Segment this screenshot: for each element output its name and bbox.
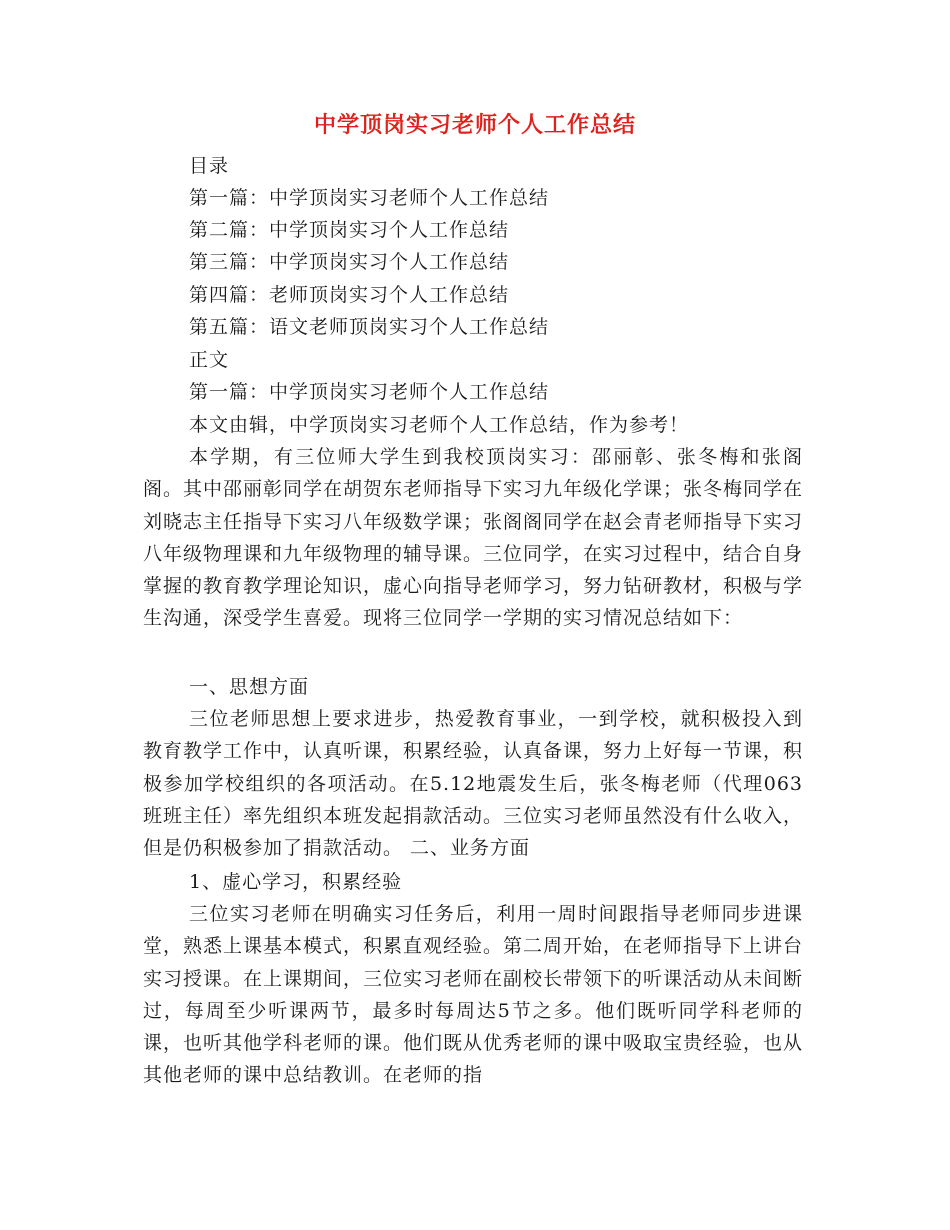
- toc-item-4: 第四篇：老师顶岗实习个人工作总结: [189, 284, 510, 306]
- paragraph-3: 三位实习老师在明确实习任务后，利用一周时间跟指导老师同步进课堂，熟悉上课基本模式，积累直观经验。第二周开始，在老师指导下上讲台实习授课。在上课期间，三位实习老师在副校长带领下的听课活动从未间断过，每周至少听课两节，最多时每周达5节之多。他们既听同学科老师的课，也听其他学科老师的课。他们既从优秀老师的课中吸取宝贵经验，也从其他老师的课中总结教训。在老师的指: [143, 903, 804, 1087]
- toc-item-5: 第五篇：语文老师顶岗实习个人工作总结: [189, 316, 550, 338]
- toc-item-1: 第一篇：中学顶岗实习老师个人工作总结: [189, 187, 550, 209]
- toc-heading: 目录: [189, 155, 230, 177]
- paragraph-2: 三位老师思想上要求进步，热爱教育事业，一到学校，就积极投入到教育教学工作中，认真听课，积累经验，认真备课，努力上好每一节课，积极参加学校组织的各项活动。在5.12地震发生后，张冬梅老师（代理063班班主任）率先组织本班发起捐款活动。三位实习老师虽然没有什么收入，但是仍积极参加了捐款活动。 二、业务方面: [143, 708, 804, 860]
- first-article-heading: 第一篇：中学顶岗实习老师个人工作总结: [189, 381, 550, 403]
- document-title: 中学顶岗实习老师个人工作总结: [313, 112, 636, 138]
- toc-item-2: 第二篇：中学顶岗实习个人工作总结: [189, 219, 510, 241]
- toc-item-3: 第三篇：中学顶岗实习个人工作总结: [189, 251, 510, 273]
- intro-line: 本文由辑，中学顶岗实习老师个人工作总结，作为参考！: [189, 414, 690, 436]
- paragraph-1: 本学期，有三位师大学生到我校顶岗实习：邵丽彰、张冬梅和张阁阁。其中邵丽彰同学在胡贺东老师指导下实习九年级化学课；张冬梅同学在刘晓志主任指导下实习八年级数学课；张阁阁同学在赵会青老师指导下实习八年级物理课和九年级物理的辅导课。三位同学，在实习过程中，结合自身掌握的教育教学理论知识，虚心向指导老师学习，努力钻研教材，积极与学生沟通，深受学生喜爱。现将三位同学一学期的实习情况总结如下：: [143, 446, 804, 630]
- subsection-1-heading: 1、虚心学习，积累经验: [189, 871, 403, 893]
- body-heading: 正文: [189, 349, 230, 371]
- section-1-heading: 一、思想方面: [189, 676, 310, 698]
